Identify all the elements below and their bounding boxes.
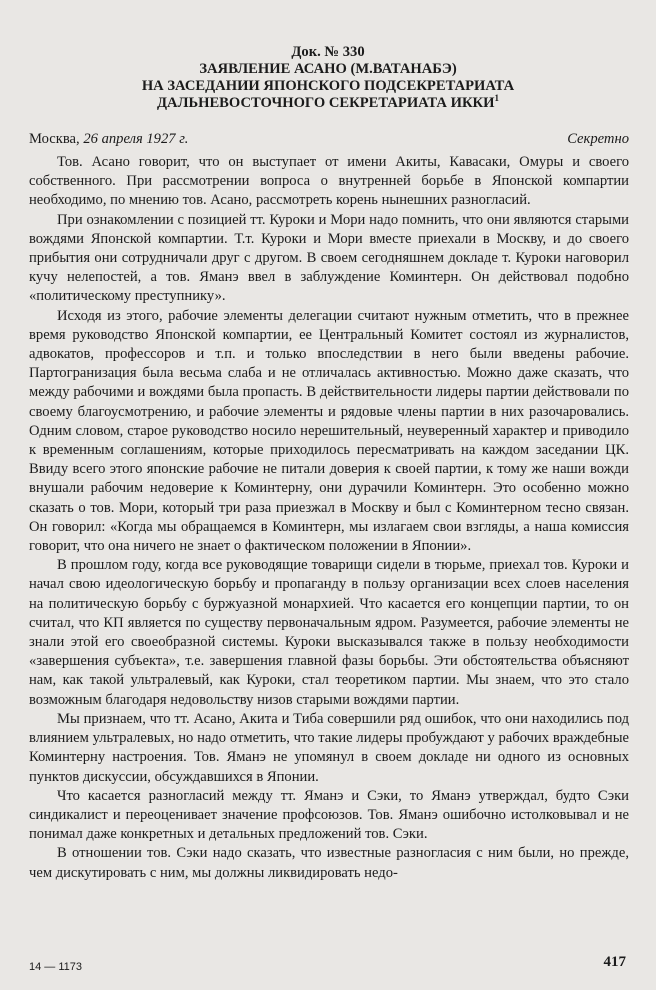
classification-label: Секретно [567, 131, 629, 147]
printer-signature: 14 — 1173 [29, 961, 83, 973]
paragraph: В отношении тов. Сэки надо сказать, что известные разногласия с ним были, но прежде, чем дискутировать с ним, мы должны ликвидировать недо- [29, 845, 629, 881]
document-title-line-3 [0, 95, 656, 112]
document-place: Москва, [29, 131, 80, 147]
document-number: Док. № 330 [291, 44, 365, 60]
paragraph: Что касается разногласий между тт. Яманэ и Сэки, то Яманэ утверждал, будто Сэки синдикалист и переоценивает значение профсоюзов. Тов. Яманэ ошибочно истолковывал и не понимал даже конкретных и детальных предложений тов. Сэки. [29, 787, 629, 843]
document-body [29, 153, 629, 883]
document-title-line-2: НА ЗАСЕДАНИИ ЯПОНСКОГО ПОДСЕКРЕТАРИАТА [141, 78, 515, 94]
title-line-3-text: ДАЛЬНЕВОСТОЧНОГО СЕКРЕТАРИАТА ИККИ [157, 95, 495, 111]
document-meta [29, 131, 629, 148]
document-header [0, 44, 656, 112]
paragraph: Исходя из этого, рабочие элементы делегации считают нужным отметить, что в прежнее время руководство Японской компартии, ее Центральный Комитет состоял из журналистов, адвокатов, профессоров и т.п. и только впоследствии в него были введены рабочие. Партогранизация была весьма слаба и не отличалась активностью. Можно даже сказать, что между рабочими и вождями была пропасть. В действительности лидеры партии действовали по своему благоусмотрению, и рабочие элементы и рядовые члены партии в них разочаровались. Одним словом, старое руководство носило нерешительный, неуверенный характер и приводило к временным соглашениям, которые приходилось пересматривать на каждом заседании ЦК. Ввиду всего этого японские рабочие не питали доверия к своей партии, к тому же наши вожди внушали рабочим недоверие к Коминтерну, они дурачили Коминтерн. Это особенно можно сказать о тов. Мори, который три раза приезжал в Москву и был с Коминтерном тесно связан. Он говорил: «Когда мы обращаемся в Коминтерн, мы излагаем свои взгляды, а наша комиссия говорит, что она ничего не знает о фактическом положении в Японии». [29, 307, 629, 555]
document-date: 26 апреля 1927 г. [83, 131, 189, 147]
paragraph: При ознакомлении с позицией тт. Куроки и Мори надо помнить, что они являются старыми вождями Японской компартии. Т.т. Куроки и Мори вместе приехали в Москву, и до своего прибытия они сотрудничали друг с другом. В своем сегодняшнем докладе т. Куроки наговорил кучу нелепостей, а тов. Яманэ ввел в заблуждение Коминтерн. Он действовал подобно «политическому преступнику». [29, 211, 629, 305]
paragraph: Тов. Асано говорит, что он выступает от имени Акиты, Кавасаки, Омуры и своего собственного. При рассмотрении вопроса о внутренней борьбе в Японской компартии необходимо, по мнению тов. Асано, рассмотреть корень нынешних разногласий. [29, 154, 629, 209]
page-number: 417 [603, 954, 626, 970]
paragraph: Мы признаем, что тт. Асано, Акита и Тиба совершили ряд ошибок, что они находились под влиянием ультралевых, но надо отметить, что такие лидеры пробуждают у рабочих враждебные Коминтерну настроения. Тов. Яманэ не упомянул в своем докладе ни одного из основных пунктов дискуссии, обсуждавшихся в Японии. [29, 710, 629, 785]
footnote-marker: 1 [494, 93, 499, 104]
paragraph: В прошлом году, когда все руководящие товарищи сидели в тюрьме, приехал тов. Куроки и начал свою идеологическую борьбу и пропаганду в пользу организации всех слоев населения на политическую борьбу с буржуазной монархией. Что касается его концепции партии, то он считал, что КП является по существу первоначальным ядром. Разумеется, рабочие элементы не знали этой его своеобразной системы. Куроки высказывался также в пользу необходимости «завершения субъекта», т.е. завершения главной фазы борьбы. Эти обстоятельства объясняют нам, как такой ультралевый, как Куроки, стал теоретиком партии. Мы знаем, что это стало возможным благодаря недовольству низов старыми вождями партии. [29, 557, 629, 708]
document-title-line-1: ЗАЯВЛЕНИЕ АСАНО (М.ВАТАНАБЭ) [199, 61, 457, 77]
